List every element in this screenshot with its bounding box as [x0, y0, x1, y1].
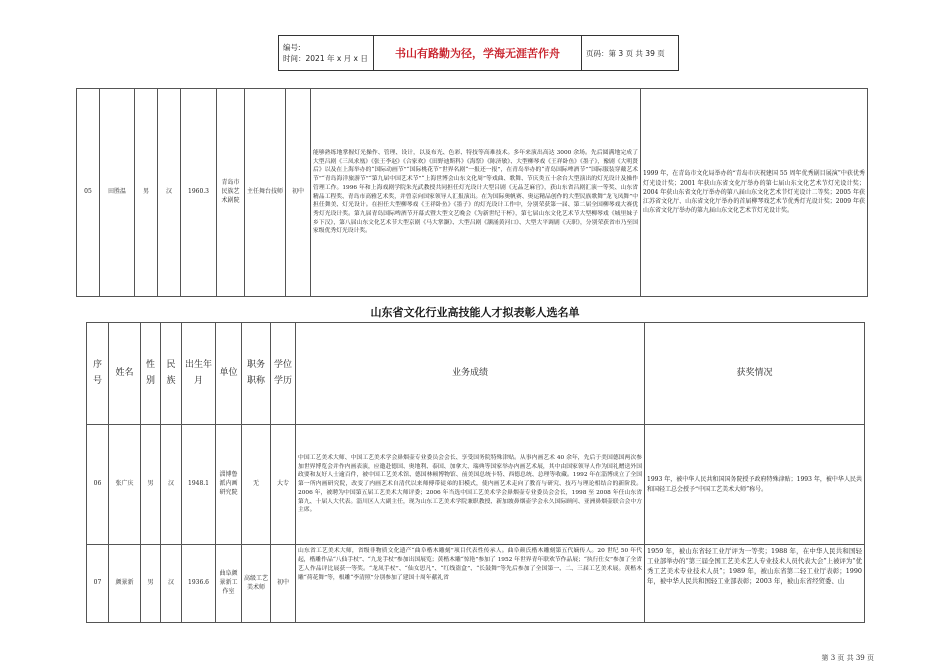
col-header-gender: 性别 [141, 323, 161, 425]
row-achievements: 山东省工艺美术大师，省级非物质文化遗产“曲阜楷木雕刻”项目代表性传承人。曲阜颜氏楷木雕刻第五代嫡传人。20 世纪 50 年代起，楷雕作品“八仙手杖”、“九龙手杖”参加出国展览；黄楷木雕“惊艳”参加了 1952 年世界青年联欢节作品展；“执行仕女”参加了全省艺人作品评比展获一等奖。“龙凤手杖”、“仙女思凡”、“红线盗盒”、“长鼓舞”等先后参加了全国第一、二、三届工艺美术展。黄楷木雕“荷花舞”等，根雕“李清照”分别参加了建国十周年献礼省 [298, 548, 642, 581]
col-header-unit: 单位 [216, 323, 242, 425]
row-title: 无 [242, 425, 271, 545]
col-header-name: 姓名 [109, 323, 141, 425]
header-motto: 书山有路勤为径，学海无涯苦作舟 [374, 36, 582, 71]
table-row [87, 545, 865, 623]
row-unit: 淄博鲁派内画研究院 [216, 425, 242, 545]
row-gender: 男 [141, 545, 161, 623]
upper-table [76, 88, 868, 297]
header-page-label: 页码：第 3 页 共 39 页 [582, 36, 679, 71]
row-ethnicity: 汉 [158, 89, 181, 297]
col-header-achievements: 业务成绩 [296, 323, 645, 425]
col-header-ethnicity: 民族 [161, 323, 182, 425]
row-birth: 1936.6 [182, 545, 216, 623]
page-header [278, 35, 679, 71]
page-footer: 第 3 页 共 39 页 [821, 654, 874, 662]
section-title: 山东省文化行业高技能人才拟表彰人选名单 [370, 306, 580, 319]
row-name: 颜景新 [109, 545, 141, 623]
col-header-no: 序号 [87, 323, 109, 425]
row-unit: 曲阜颜景新工作室 [216, 545, 242, 623]
row-gender: 男 [135, 89, 158, 297]
row-ethnicity: 汉 [161, 425, 182, 545]
col-header-title: 职务职称 [242, 323, 271, 425]
row-name: 张广庆 [109, 425, 141, 545]
row-name: 田胜温 [100, 89, 135, 297]
row-no: 07 [87, 545, 109, 623]
table-row [77, 89, 868, 297]
row-awards: 1959 年，被山东省轻工业厅评为一等奖；1988 年，在中华人民共和国轻工业部举办的“第三届全国工艺美术艺人专业技术人员代表大会”上被评为“优秀工艺美术专业技术人员”；1989 年，被山东省第二轻工业厅表彰；1990 年，被中华人民共和国轻工业部表彰；2003 年，被山东省经贸委、山 [647, 547, 862, 585]
row-title: 高级工艺美术师 [242, 545, 271, 623]
row-birth: 1960.3 [181, 89, 217, 297]
doc-number-label: 编号: [283, 43, 301, 52]
nominee-table [86, 322, 865, 623]
row-education: 初中 [271, 545, 296, 623]
table-header-row [87, 323, 865, 425]
col-header-awards: 获奖情况 [645, 323, 865, 425]
row-awards: 1999 年，在青岛市文化局举办的“青岛市庆祝建国 55 周年优秀剧目展演”中获优秀灯光设计奖；2001 年获山东省文化厅举办的第七届山东文化艺术节灯光设计奖；2004 年获山东省文化厅举办的第八届山东文化艺术节灯光设计二等奖；2005 年获江苏省文化厅、山东省文化厅举办的首届柳琴戏艺术节优秀灯光设计奖；2009 年获山东省文化厅举办的第九届山东文化艺术节灯光设计奖。 [641, 89, 868, 297]
doc-meta [279, 36, 374, 71]
table-row [87, 425, 865, 545]
row-education: 初中 [286, 89, 311, 297]
row-achievements-cell [296, 545, 645, 623]
row-achievements: 能够熟练地掌握灯光操作、管理、设计，以及布光、色彩、特技等高难技术。多年来演出高达 3000 余场。先后圆满地完成了大型吕剧《三凤求凰》《张王李赵》《合家欢》《田野迪斯科》《海祭》《陈济敏》、大型柳琴戏《王祥卧鱼》《墨子》，豫剧《大明贤后》以及在上海举办的“国际动画节”“国际桃花节”世界名剧“一报还一报”，在青岛举办的“青岛国际啤酒节”“国际服装穿戴艺术节”“青岛海洋旅游节”“第九届中国艺术节”“上海世博会山东文化周”等戏曲、歌舞、节庆类五十余台大型演出的灯光设计及操作管理工作。1996 年和上海戏剧学院朱光武教授共同担任灯光设计大型吕剧《无品芝麻官》，获山东省吕剧汇演一等奖、山东省精品工程奖、青岛市高雅艺术奖，并曾京向国家领导人汇报演出。在为国际奥帆赛、奥运精品创作的大型民族歌舞“龙飞凤舞”中担任舞美、灯光设计。在担任大型柳琴戏《王祥卧鱼》《墨子》的灯光设计工作中，分别荣获第一届、第二届全国柳琴戏大赛优秀灯光设计奖。第九届青岛国际啤酒节开幕式暨大型文艺晚会《为新世纪干杯》，第七届山东文化艺术节大型柳琴戏《城里妹子乡下汉》，第八届山东文化艺术节大型京剧《马大掌灏》、大型吕剧《灏涌黄河口》、大型大平调剧《天职》，分别荣获省市乃至国家级优秀灯光设计奖。 [311, 89, 641, 297]
row-gender: 男 [141, 425, 161, 545]
col-header-birth: 出生年月 [182, 323, 216, 425]
row-awards: 1993 年，被中华人民共和国国务院授予政府特殊津贴；1993 年，被中华人民共和国轻工总会授予“中国工艺美术大师”称号。 [645, 425, 865, 545]
row-achievements: 中国工艺美术大师、中国工艺美术学会鼻烟壶专业委员会会长、享受国务院特殊津贴。从事内画艺术 40 余年，先后于美国德国两次参加世界博览会并作内画表演，应邀赴德国、奥地利、泰国、加拿大、瑞典等国家举办内画艺术展，其中由国家领导人作为国礼赠送外国政要和友好人士逾百件，被中国工艺美术馆、德国林顿博物馆、前美国总统卡特、西德总统、总理等收藏。1992 年在淄博成立了全国第一所内画研究院，改变了内画艺术自清代以来师傅带徒弟的旧模式，使内画艺术走向了教育与研究、技巧与理论相结合的新阶段。2006 年，被聘为中国第五届工艺美术大师评委；2006 年当选中国工艺美术学会鼻烟壶专业委员会会长，1998 至 2008 年任山东省第九、十届人大代表。淄川区人大副主任，现为山东工艺美术学院兼职教授、新加坡鼻烟壶学会永久国际顾问、亚洲鼻烟壶联合会中方主席。 [296, 425, 645, 545]
row-no: 05 [77, 89, 100, 297]
row-ethnicity: 汉 [161, 545, 182, 623]
row-birth: 1948.1 [182, 425, 216, 545]
row-unit: 青岛市民族艺术剧院 [217, 89, 245, 297]
row-title: 主任舞台技师 [245, 89, 286, 297]
row-awards-cell [645, 545, 865, 623]
row-education: 大专 [271, 425, 296, 545]
doc-time-label: 时间：2021 年 x 月 x 日 [283, 54, 368, 63]
row-no: 06 [87, 425, 109, 545]
col-header-education: 学位学历 [271, 323, 296, 425]
